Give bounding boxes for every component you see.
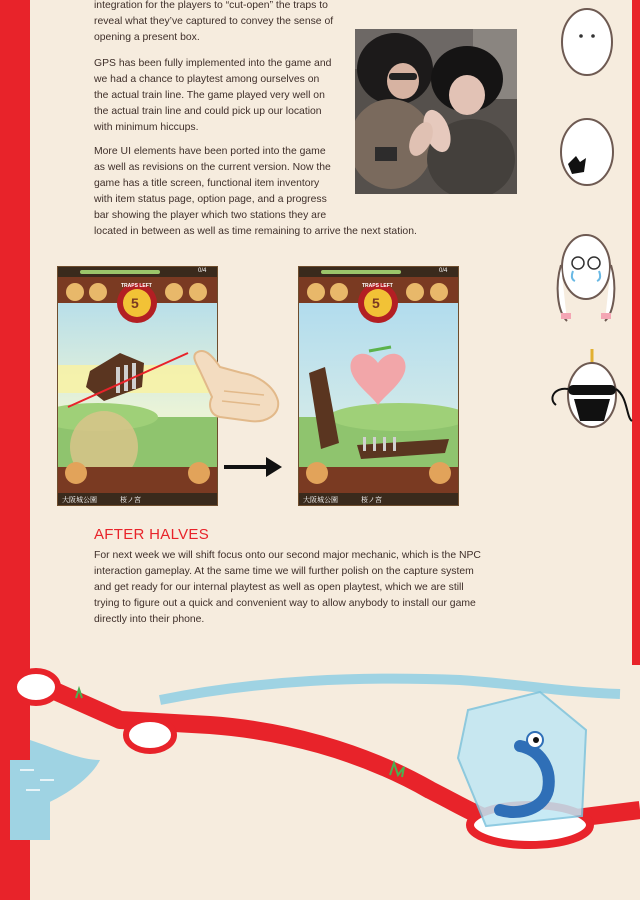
ui-paragraph-line: as well as revisions on the current version. Now the xyxy=(94,162,331,173)
playtest-photo xyxy=(355,29,517,194)
game-screen-after xyxy=(298,266,459,506)
swipe-hand-icon xyxy=(190,345,282,425)
progress-label: 0/4 xyxy=(198,268,207,274)
intro-paragraph: integration for the players to “cut-open” the traps to reveal what they’ve captured to convey the sense of opening a present box. xyxy=(94,0,334,43)
traps-label: TRAPS LEFT xyxy=(121,283,152,289)
ui-paragraph-line: game has a title screen, functional item inventory xyxy=(94,178,320,189)
station-from-label: 大阪城公園 xyxy=(303,497,338,504)
cracked-egg-icon xyxy=(556,112,618,190)
arrow-right-icon xyxy=(222,452,284,482)
ui-paragraph-line: More UI elements have been ported into the game xyxy=(94,146,326,157)
traps-count: 5 xyxy=(131,295,139,311)
ui-paragraph-line: located in between as well as time remaining to arrive the next station. xyxy=(94,226,417,237)
station-from-label: 大阪城公園 xyxy=(62,497,97,504)
masked-egg-icon xyxy=(546,347,634,435)
gps-paragraph: GPS has been fully implemented into the game and we had a chance to playtest among ourselves on the actual train line. The game played very well on the actual train line and could pick up our location with minimum hiccups. xyxy=(94,58,332,133)
after-halves-paragraph: For next week we will shift focus onto our second major mechanic, which is the NPC interaction gameplay. At the same time we will further polish on the capture system and get ready for our internal playtest as well as open playtest, which we are still trying to figure out a quick and convenient way to allow anybody to install our game directly into their phone. xyxy=(94,550,481,625)
traps-label: TRAPS LEFT xyxy=(362,283,393,289)
right-red-border xyxy=(632,0,640,665)
traps-count: 5 xyxy=(372,295,380,311)
after-halves-heading: AFTER HALVES xyxy=(94,526,210,543)
egg-character-icon xyxy=(558,2,616,78)
ui-paragraph-line: with item status page, option page, and a progress xyxy=(94,194,327,205)
ui-paragraph-line: bar showing the player which two stations they are xyxy=(94,210,327,221)
progress-label: 0/4 xyxy=(439,268,448,274)
station-to-label: 桜ノ宮 xyxy=(361,497,382,504)
station-to-label: 桜ノ宮 xyxy=(120,497,141,504)
train-route-illustration xyxy=(0,640,640,900)
crying-egg-icon xyxy=(553,225,619,325)
